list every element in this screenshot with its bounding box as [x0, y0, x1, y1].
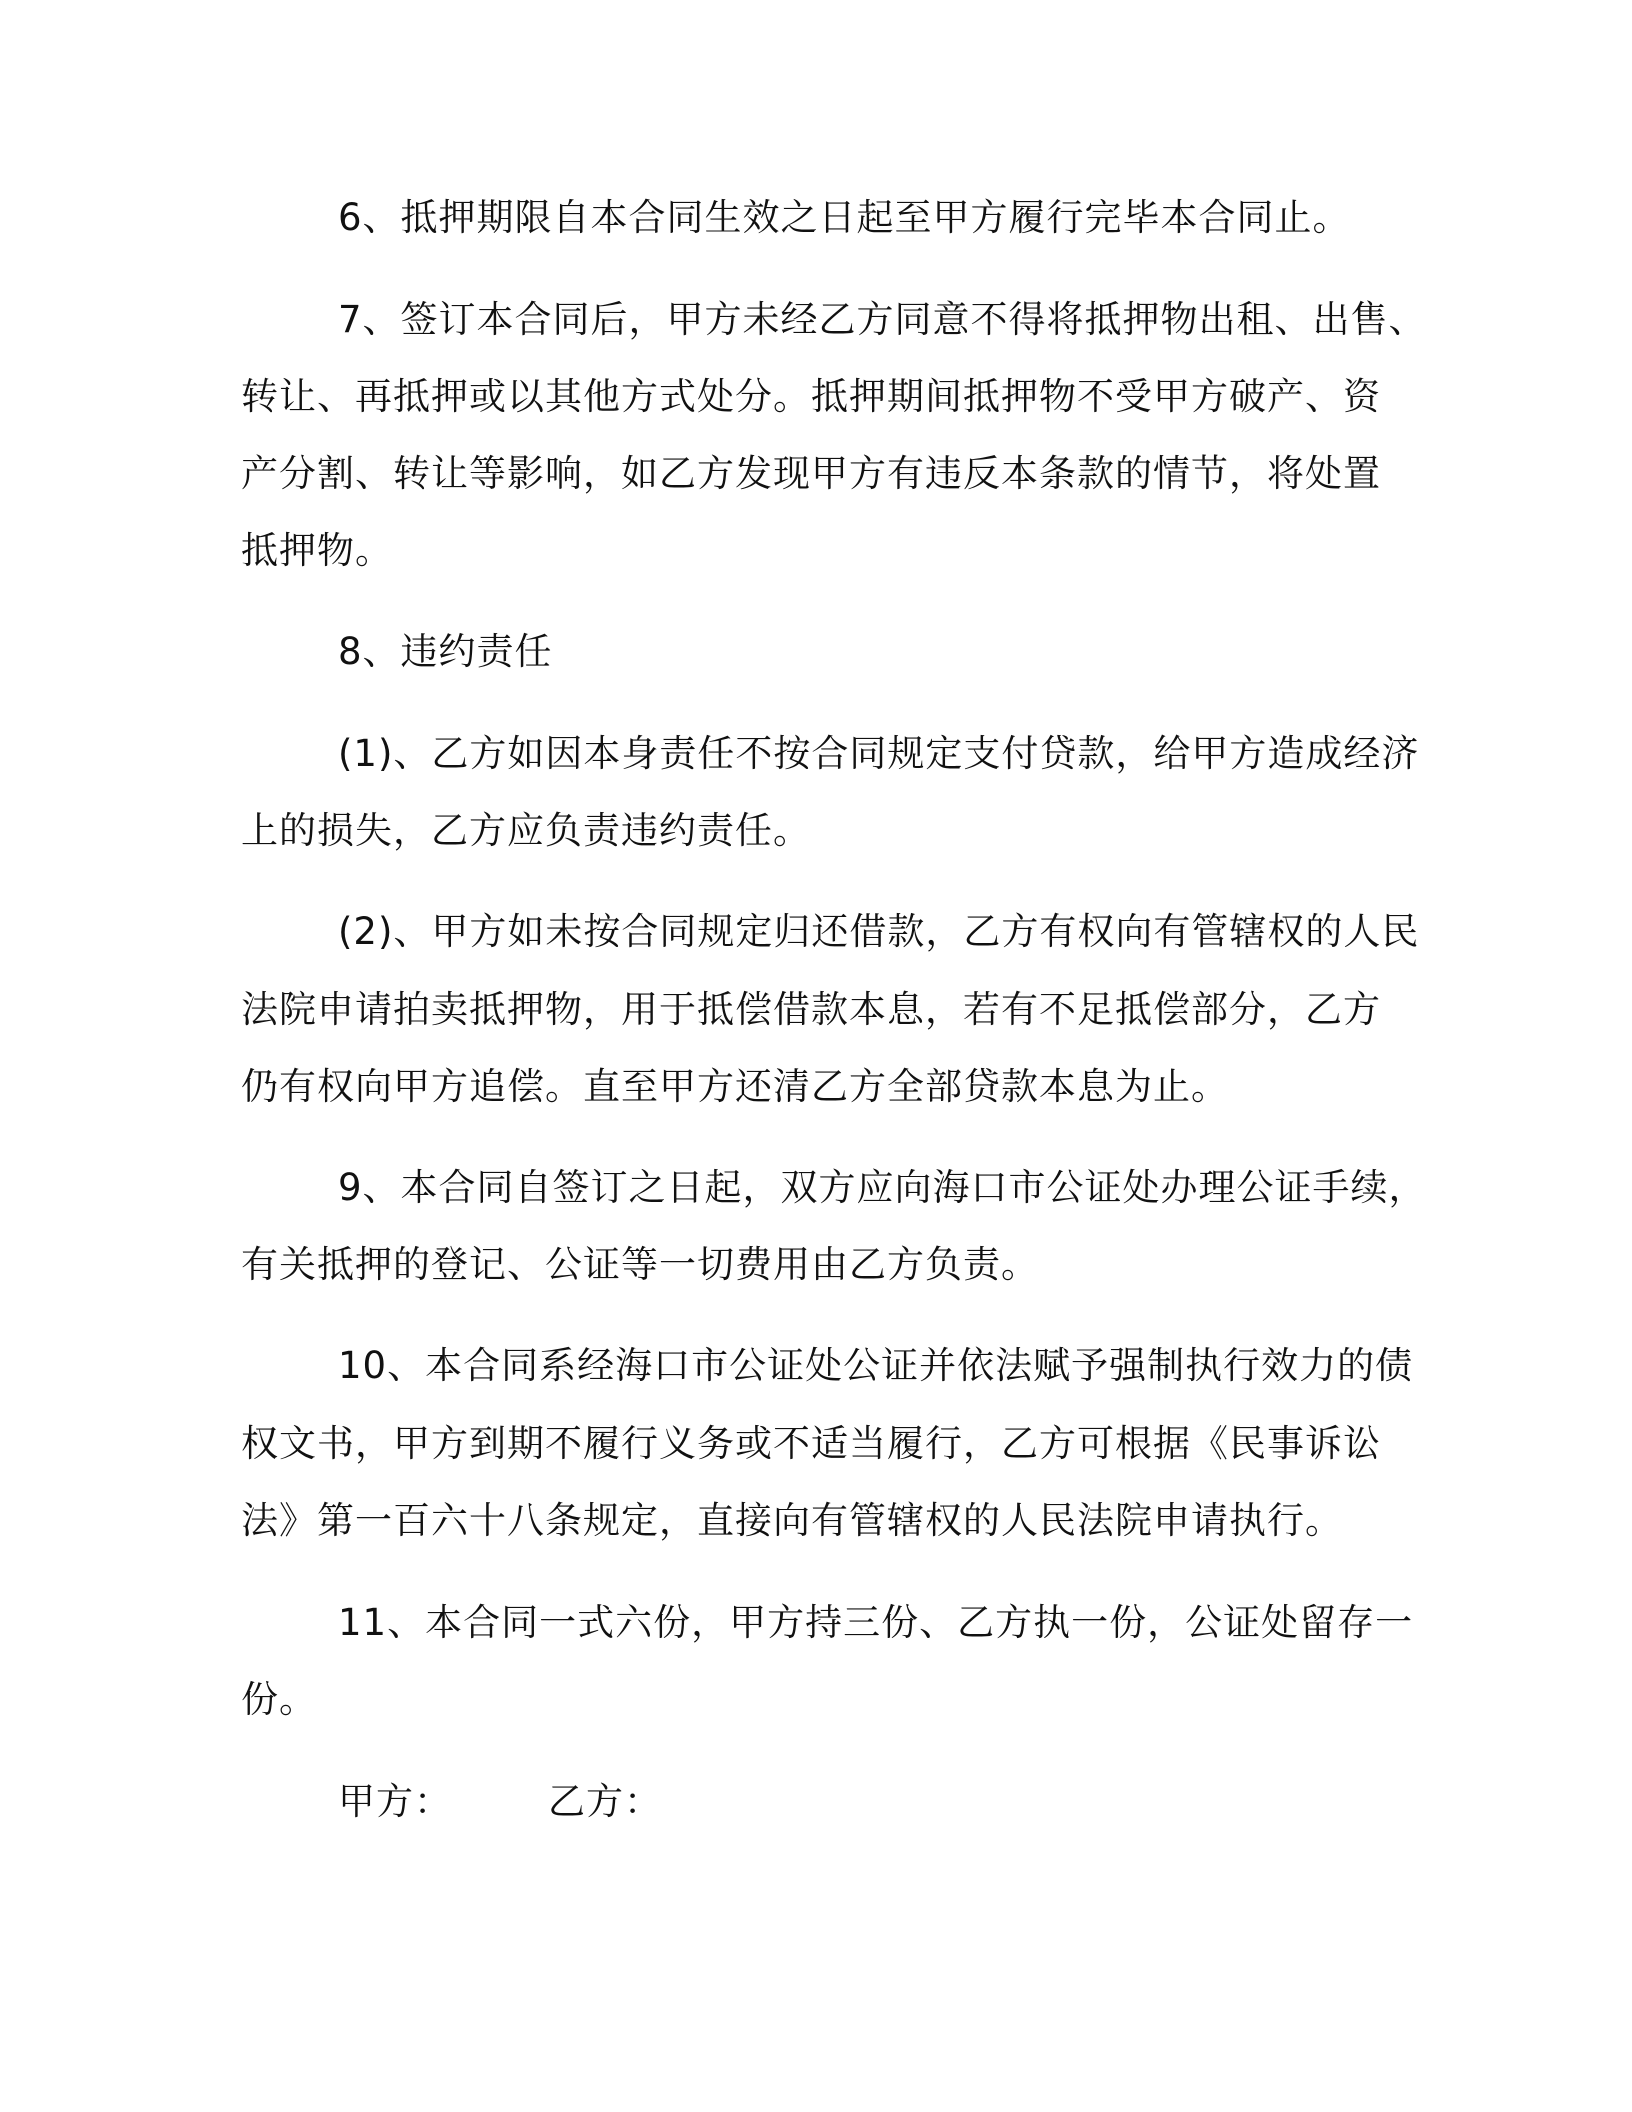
clause-9-line-1: 9、本合同自签订之日起，双方应向海口市公证处办理公证手续， — [338, 1166, 1427, 1209]
clause-10-line-2: 权文书，甲方到期不履行义务或不适当履行，乙方可根据《民事诉讼 — [241, 1422, 1381, 1465]
clause-11-line-2: 份。 — [241, 1678, 317, 1721]
clause-8-2-line-1: (2)、甲方如未按合同规定归还借款，乙方有权向有管辖权的人民 — [338, 910, 1420, 953]
clause-8-heading: 8、违约责任 — [338, 630, 553, 673]
clause-7-line-2: 转让、再抵押或以其他方式处分。抵押期间抵押物不受甲方破产、资 — [241, 375, 1381, 418]
clause-11-line-1: 11、本合同一式六份，甲方持三份、乙方执一份，公证处留存一 — [338, 1601, 1414, 1644]
clause-10-line-1: 10、本合同系经海口市公证处公证并依法赋予强制执行效力的债 — [338, 1344, 1414, 1387]
clause-7-line-1: 7、签订本合同后，甲方未经乙方同意不得将抵押物出租、出售、 — [338, 298, 1427, 341]
clause-8-1-line-1: (1)、乙方如因本身责任不按合同规定支付贷款，给甲方造成经济 — [338, 732, 1420, 775]
clause-9-line-2: 有关抵押的登记、公证等一切费用由乙方负责。 — [241, 1243, 1039, 1286]
clause-7-line-3: 产分割、转让等影响，如乙方发现甲方有违反本条款的情节，将处置 — [241, 452, 1381, 495]
clause-8-1-line-2: 上的损失，乙方应负责违约责任。 — [241, 809, 811, 852]
party-a-signature-label: 甲方： — [338, 1780, 452, 1823]
clause-8-2-line-3: 仍有权向甲方追偿。直至甲方还清乙方全部贷款本息为止。 — [241, 1065, 1229, 1108]
clause-10-line-3: 法》第一百六十八条规定，直接向有管辖权的人民法院申请执行。 — [241, 1499, 1343, 1542]
clause-7-line-4: 抵押物。 — [241, 529, 393, 572]
clause-8-2-line-2: 法院申请拍卖抵押物，用于抵偿借款本息，若有不足抵偿部分，乙方 — [241, 988, 1381, 1031]
party-b-signature-label: 乙方： — [548, 1780, 662, 1823]
clause-6-line-1: 6、抵押期限自本合同生效之日起至甲方履行完毕本合同止。 — [338, 196, 1351, 239]
